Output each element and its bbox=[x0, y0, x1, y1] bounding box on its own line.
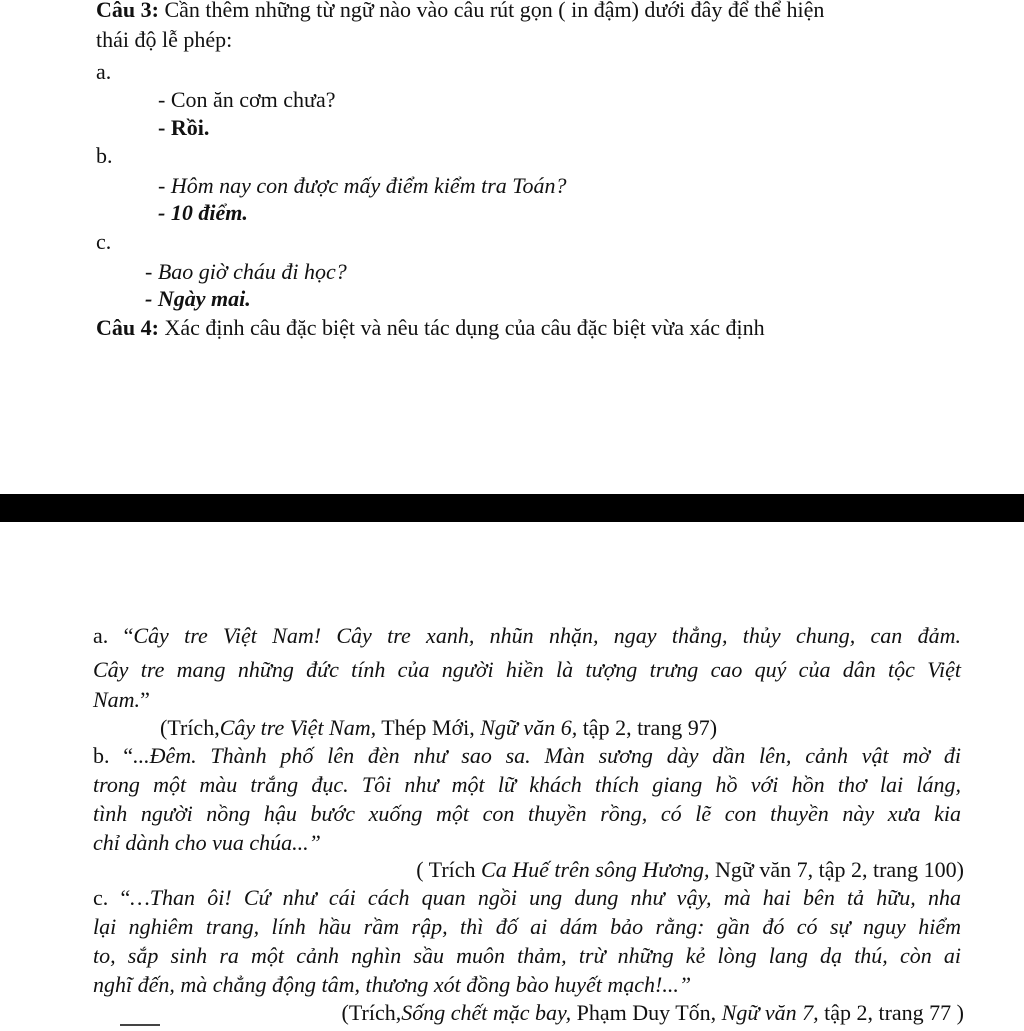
q3-label: Câu 3: bbox=[96, 0, 159, 22]
passage-c-line-4: nghĩ đến, mà chẳng động tâm, thương xót đồng bào huyết mạch!...” bbox=[93, 972, 692, 997]
passage-b-line-4: chỉ dành cho vua chúa...” bbox=[93, 830, 321, 855]
passage-a-prefix: a. “ bbox=[93, 623, 134, 648]
q3-item-a-question: - Con ăn cơm chưa? bbox=[158, 87, 336, 112]
q3-item-c-label: c. bbox=[96, 229, 112, 254]
q3-item-b-label: b. bbox=[96, 143, 113, 168]
q3-heading-line-1 bbox=[96, 0, 824, 24]
passage-b-source-title: Ca Huế trên sông Hương, bbox=[481, 857, 710, 882]
q4-text: Xác định câu đặc biệt và nêu tác dụng của câu đặc biệt vừa xác định bbox=[158, 315, 765, 340]
passage-a-line-3 bbox=[93, 686, 150, 714]
passage-b-line-1 bbox=[93, 742, 961, 770]
passage-a-source-book: Ngữ văn 6, bbox=[480, 715, 578, 740]
q3-item-b-answer: - 10 điểm. bbox=[158, 200, 248, 225]
passage-b-line-2: trong một màu trắng đục. Tôi như một lữ khách thích giang hồ với hồn thơ lai láng, bbox=[93, 772, 961, 797]
passage-a-source-end: tập 2, trang 97) bbox=[577, 715, 718, 740]
passage-a-source-author: Thép Mới, bbox=[376, 715, 481, 740]
q3-item-c-question: - Bao giờ cháu đi học? bbox=[145, 259, 347, 284]
passage-b-source bbox=[300, 856, 964, 884]
passage-c-source bbox=[200, 999, 964, 1027]
passage-a-text-1: Cây tre Việt Nam! Cây tre xanh, nhũn nhặn, ngay thẳng, thủy chung, can đảm. bbox=[133, 623, 962, 648]
q3-item-a-label: a. bbox=[96, 59, 112, 84]
q3-item-b-question: - Hôm nay con được mấy điểm kiểm tra Toán? bbox=[158, 173, 567, 198]
passage-c-line-2: lại nghiêm trang, lính hầu rầm rập, thì đố ai dám bảo rằng: gần đó có sự nguy hiểm bbox=[93, 914, 961, 939]
q4-heading bbox=[96, 314, 765, 342]
passage-a-source-open: (Trích, bbox=[160, 715, 220, 740]
passage-c-line-1 bbox=[93, 884, 961, 912]
passage-c-line-3: to, sắp sinh ra một cảnh nghìn sầu muôn thảm, trừ những kẻ lòng lang dạ thú, còn ai bbox=[93, 943, 961, 968]
passage-a-line-2: Cây tre mang những đức tính của người hiền là tượng trưng cao quý của dân tộc Việt bbox=[93, 657, 961, 682]
q4-label: Câu 4: bbox=[96, 315, 159, 340]
passage-b-source-end: Ngữ văn 7, tập 2, trang 100) bbox=[709, 857, 964, 882]
scan-artifact-mark bbox=[120, 1024, 160, 1026]
passage-a-source bbox=[160, 714, 717, 742]
passage-c-text-1: …Than ôi! Cứ như cái cách quan ngồi ung dung như vậy, mà hai bên tả hữu, nha bbox=[130, 885, 961, 910]
passage-a-source-title: Cây tre Việt Nam, bbox=[219, 715, 377, 740]
passage-a-close-quote: ” bbox=[140, 687, 150, 712]
passage-c-source-author: Phạm Duy Tốn, bbox=[571, 1000, 722, 1025]
q3-text-line-2: thái độ lễ phép: bbox=[96, 27, 233, 52]
passage-b-source-open: ( Trích bbox=[416, 857, 482, 882]
passage-b-text-1: ...Đêm. Thành phố lên đèn như sao sa. Màn sương dày dần lên, cảnh vật mờ đi bbox=[133, 743, 961, 768]
passage-c-source-title: Sống chết mặc bay, bbox=[401, 1000, 572, 1025]
passage-c-prefix: c. “ bbox=[93, 885, 131, 910]
passage-c-source-open: (Trích, bbox=[341, 1000, 402, 1025]
passage-a-text-3: Nam. bbox=[93, 687, 141, 712]
q3-item-a-answer: - Rồi. bbox=[158, 115, 210, 140]
q3-item-c-answer: - Ngày mai. bbox=[145, 286, 251, 311]
passage-b-prefix: b. “ bbox=[93, 743, 134, 768]
black-divider-band bbox=[0, 494, 1024, 522]
passage-c-source-end: tập 2, trang 77 ) bbox=[818, 1000, 964, 1025]
passage-c-source-book: Ngữ văn 7, bbox=[721, 1000, 819, 1025]
passage-a-line-1 bbox=[93, 622, 961, 650]
passage-b-line-3: tình người nồng hậu bước xuống một con thuyền rồng, có lẽ con thuyền này xưa kia bbox=[93, 801, 961, 826]
q3-text-line-1: Cần thêm những từ ngữ nào vào câu rút gọn ( in đậm) dưới đây để thể hiện bbox=[158, 0, 825, 22]
